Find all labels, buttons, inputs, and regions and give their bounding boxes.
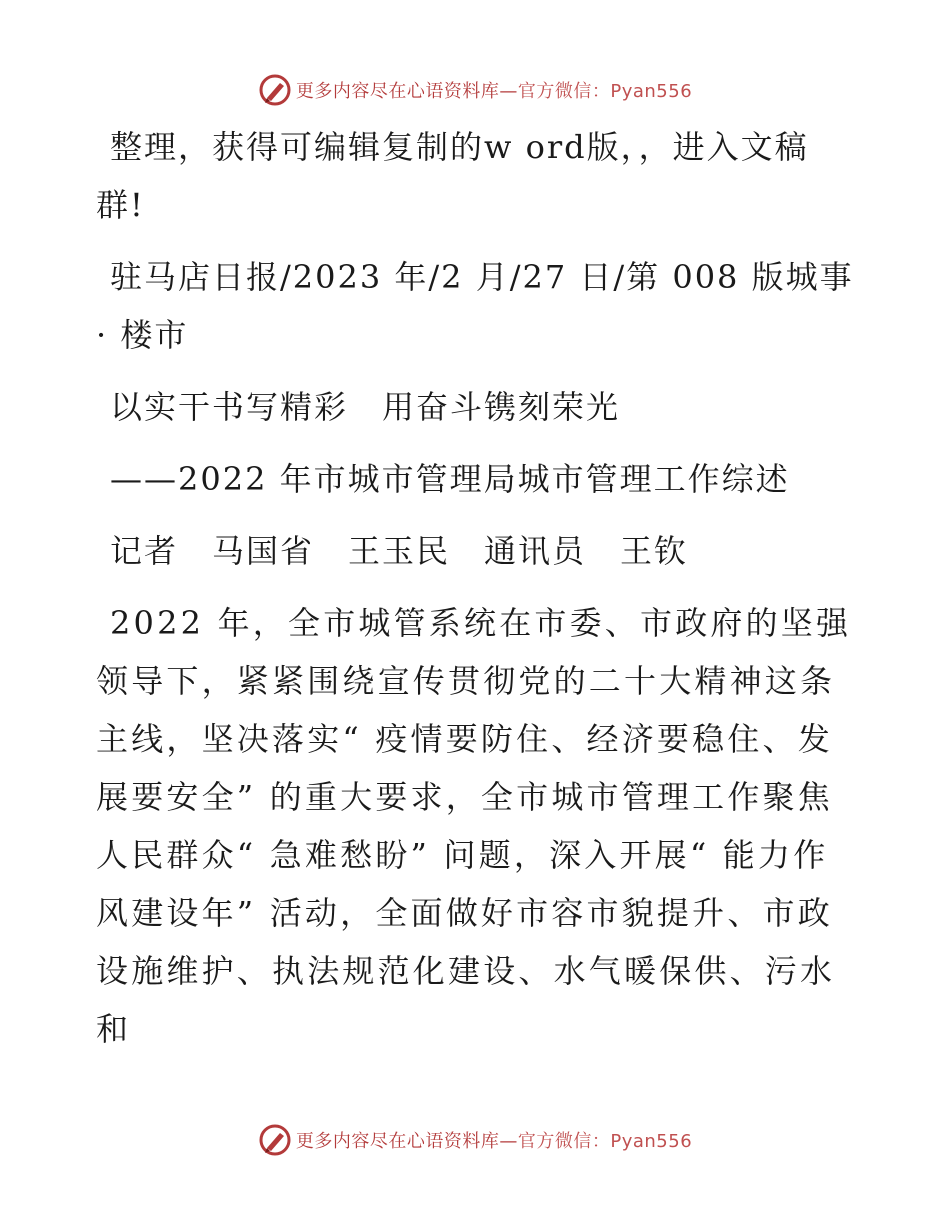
byline: 记者 马国省 王玉民 通讯员 王钦 — [110, 532, 689, 570]
article-subtitle: ——2022 年市城市管理局城市管理工作综述 — [110, 460, 790, 498]
footer-watermark — [0, 1120, 950, 1160]
watermark-dash: — — [499, 1131, 518, 1152]
intro-note: 整理，获得可编辑复制的w ord版，，进入文稿群! — [96, 128, 809, 224]
watermark-contact: 官方微信：Pyan556 — [517, 81, 693, 102]
header-watermark — [0, 70, 950, 110]
watermark-text — [296, 1127, 692, 1153]
watermark-brand: 更多内容尽在心语资料库 — [295, 81, 500, 102]
body-paragraph: 2022 年，全市城管系统在市委、市政府的坚强领导下，紧紧围绕宣传贯彻党的二十大精神这条主线，坚决落实“ 疫情要防住、经济要稳住、发展要安全” 的重大要求，全市城市管理工作聚焦人民群众“ 急难愁盼” 问题，深入开展“ 能力作风建设年” 活动，全面做好市容市貌提升、市政设施维护、执法规范化建设、水气暖保供、污水和 — [96, 604, 852, 1048]
pen-logo-icon — [258, 1123, 292, 1157]
watermark-dash: — — [499, 81, 518, 102]
watermark-text — [296, 77, 692, 103]
source-line: 驻马店日报/2023 年/2 月/27 日/第 008 版城事· 楼市 — [96, 258, 854, 354]
watermark-contact: 官方微信：Pyan556 — [517, 1131, 693, 1152]
document-body — [96, 118, 856, 1072]
article-title: 以实干书写精彩 用奋斗镌刻荣光 — [110, 388, 621, 426]
watermark-brand: 更多内容尽在心语资料库 — [295, 1131, 500, 1152]
pen-logo-icon — [258, 73, 292, 107]
